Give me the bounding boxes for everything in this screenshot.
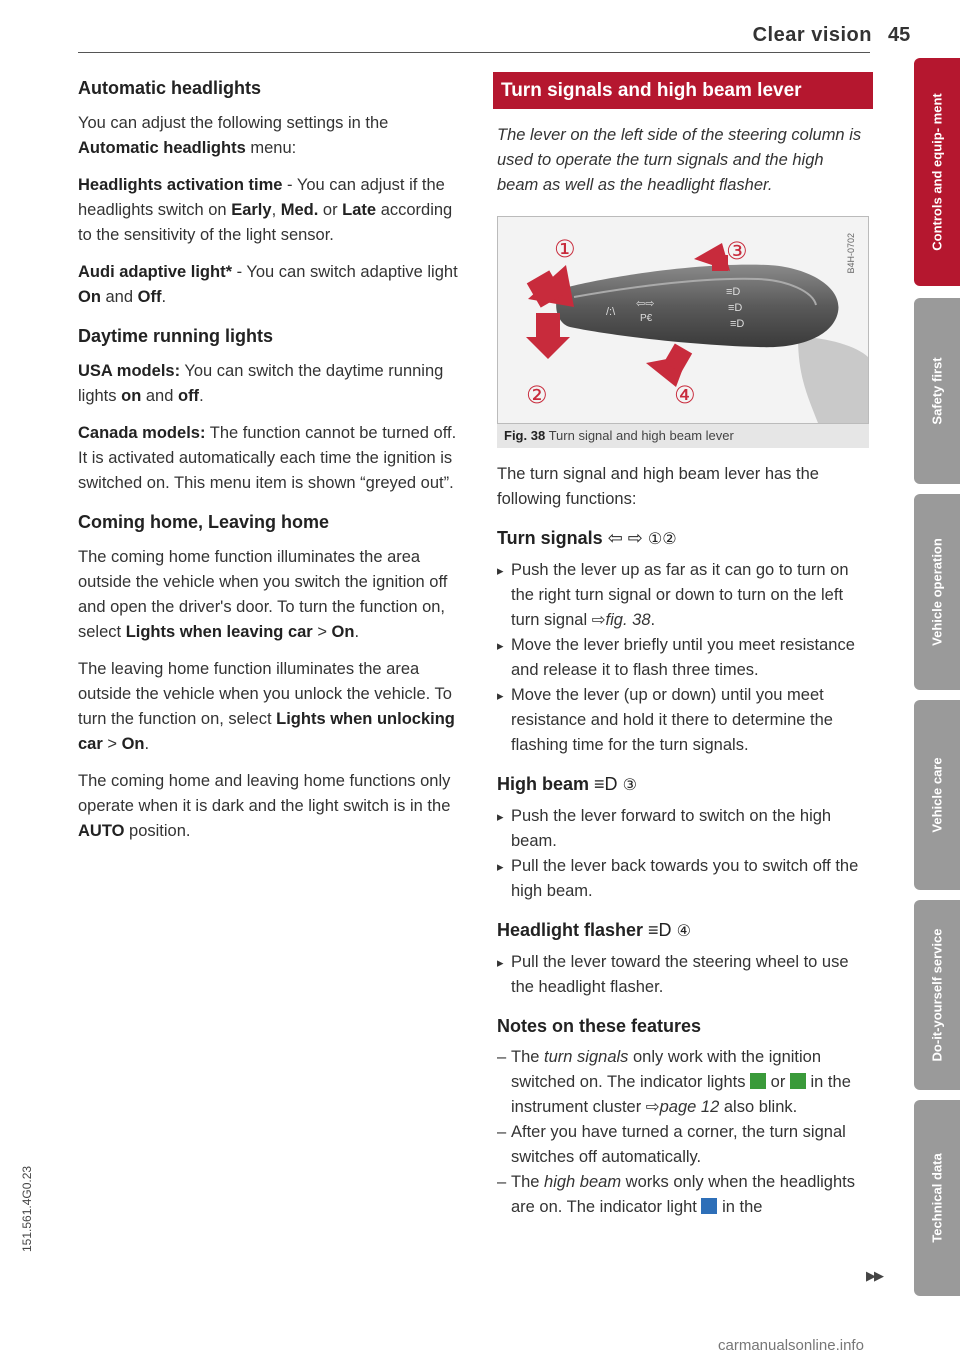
marker-1: ① xyxy=(554,235,576,263)
arrow-down-left-shaft xyxy=(536,313,560,339)
list-item: – The turn signals only work with the ignition switched on. The indicator lights or in the instrument cluster ⇨page 12 also blink. xyxy=(497,1045,869,1120)
lever-illustration xyxy=(498,217,868,423)
notes-heading: Notes on these features xyxy=(497,1016,702,1036)
headlight-flasher-list xyxy=(497,950,869,1000)
usa-models-paragraph: USA models: You can switch the daytime running lights on and off. xyxy=(78,362,444,405)
left-column xyxy=(78,72,458,844)
canada-models-paragraph: Canada models: The function cannot be turned off. It is activated automatically each time the ignition is switched on. This menu item is shown “greyed out”. xyxy=(78,424,457,492)
tab-safety-first[interactable]: Safety first xyxy=(914,298,960,484)
fig-38-link[interactable]: fig. 38 xyxy=(605,611,651,629)
marker-4: ④ xyxy=(674,381,696,409)
tab-controls-and-equipment[interactable]: Controls and equip- ment xyxy=(914,58,960,286)
leaving-home-paragraph: The leaving home function illuminates the area outside the vehicle when you unlock the vehicle. To turn the function on, select Lights when unlocking car > On. xyxy=(78,660,455,753)
list-item: – The high beam works only when the headlights are on. The indicator light in the xyxy=(497,1170,869,1220)
turn-signals-heading: Turn signals ⇦ ⇨ ①② xyxy=(497,528,677,548)
functions-intro: The turn signal and high beam lever has the following functions: xyxy=(497,465,819,508)
auto-headlights-intro: You can adjust the following settings in the Automatic headlights menu: xyxy=(78,114,389,157)
margin-code: 151.561.4G0.23 xyxy=(20,1165,34,1252)
right-column xyxy=(497,72,869,1220)
turn-right-indicator-icon xyxy=(790,1073,806,1089)
section-banner: Turn signals and high beam lever xyxy=(493,72,873,109)
list-item: ▸ Move the lever briefly until you meet resistance and release it to flash three times. xyxy=(497,633,869,683)
high-beam-heading: High beam ≡D ③ xyxy=(497,774,637,794)
list-item: ▸ Pull the lever toward the steering wheel to use the headlight flasher. xyxy=(497,950,869,1000)
activation-time-paragraph: Headlights activation time - You can adjust if the headlights switch on Early, Med. or Late according to the sensitivity of the light sensor. xyxy=(78,176,453,244)
list-item: ▸ Push the lever up as far as it can go to turn on the right turn signal or down to turn on the left turn signal ⇨fig. 38. xyxy=(497,558,869,633)
auto-headlights-heading: Automatic headlights xyxy=(78,78,262,98)
turn-signals-list xyxy=(497,558,869,758)
list-item: ▸ Pull the lever back towards you to switch off the high beam. xyxy=(497,854,869,904)
notes-list xyxy=(497,1045,869,1220)
high-beam-indicator-icon xyxy=(701,1198,717,1214)
lever-label-wiper: /:\ xyxy=(606,306,616,318)
coming-home-paragraph: The coming home function illuminates the area outside the vehicle when you switch the ignition off and open the driver's door. To turn the function on, select Lights when leaving car > On. xyxy=(78,548,448,641)
lever-label-beam-3: ≡D xyxy=(730,318,745,330)
page-number: 45 xyxy=(888,24,911,46)
tab-technical-data[interactable]: Technical data xyxy=(914,1100,960,1296)
list-item: – After you have turned a corner, the turn signal switches off automatically. xyxy=(497,1120,869,1170)
lever-intro: The lever on the left side of the steering column is used to operate the turn signals and the high beam as well as the headlight flasher. xyxy=(497,126,862,194)
section-title: Clear vision xyxy=(752,24,872,46)
daytime-running-heading: Daytime running lights xyxy=(78,326,274,346)
tab-do-it-yourself-service[interactable]: Do-it-yourself service xyxy=(914,900,960,1090)
continued-arrow-icon: ▶▶ xyxy=(866,1268,882,1283)
headlight-flasher-heading: Headlight flasher ≡D ④ xyxy=(497,920,691,940)
coming-home-heading: Coming home, Leaving home xyxy=(78,512,330,532)
page-12-link[interactable]: page 12 xyxy=(659,1098,720,1116)
list-item: ▸ Push the lever forward to switch on the high beam. xyxy=(497,804,869,854)
marker-2: ② xyxy=(526,381,548,409)
tab-vehicle-care[interactable]: Vehicle care xyxy=(914,700,960,890)
watermark: carmanualsonline.info xyxy=(718,1337,864,1354)
adaptive-light-paragraph: Audi adaptive light* - You can switch adaptive light On and Off. xyxy=(78,263,458,306)
lever-label-pe: P€ xyxy=(640,313,653,324)
lever-label-beam-2: ≡D xyxy=(728,302,743,314)
high-beam-list xyxy=(497,804,869,904)
lever-figure xyxy=(497,216,869,424)
dark-auto-paragraph: The coming home and leaving home functions only operate when it is dark and the light switch is in the AUTO position. xyxy=(78,772,451,840)
tab-vehicle-operation[interactable]: Vehicle operation xyxy=(914,494,960,690)
figure-caption: Fig. 38 Turn signal and high beam lever xyxy=(497,424,869,448)
lever-label-signals: ⇦⇨ xyxy=(636,298,655,310)
figure-code: B4H-0702 xyxy=(846,233,856,274)
list-item: ▸ Move the lever (up or down) until you meet resistance and hold it there to determine the flashing time for the turn signals. xyxy=(497,683,869,758)
lever-label-beam-1: ≡D xyxy=(726,286,741,298)
marker-3: ③ xyxy=(726,237,748,265)
header-rule xyxy=(78,52,870,53)
turn-left-indicator-icon xyxy=(750,1073,766,1089)
